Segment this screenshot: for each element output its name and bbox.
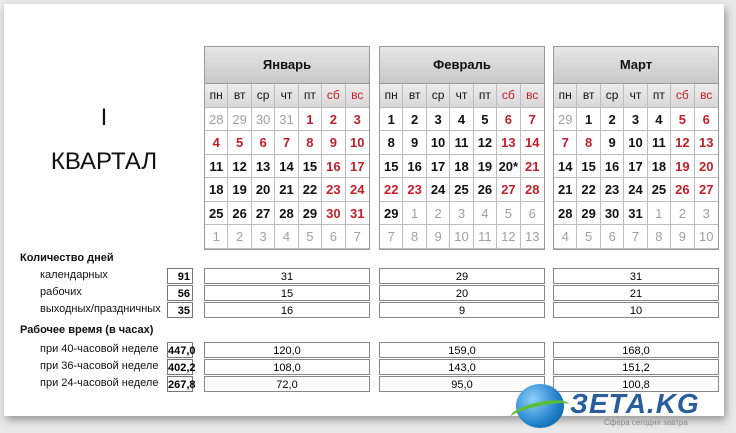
feb-off-days: 9 [379,302,545,318]
weekday-header: пн [380,84,403,108]
day-cell: 9 [601,131,624,155]
day-cell: 4 [554,225,577,249]
day-cell: 6 [601,225,624,249]
day-cell: 6 [497,108,520,132]
weekday-header: ср [252,84,275,108]
weekday-header: пн [554,84,577,108]
day-cell: 8 [648,225,671,249]
off-days-label: выходных/праздничных [40,303,161,315]
mar-off-days: 10 [553,302,719,318]
day-cell: 22 [380,178,403,202]
quarter-h40-total: 447,0 [167,342,193,358]
feb-h36: 143,0 [379,359,545,375]
day-cell: 9 [403,131,426,155]
jan-h40: 120,0 [204,342,370,358]
day-cell: 3 [427,108,450,132]
jan-off-days: 16 [204,302,370,318]
jan-h36: 108,0 [204,359,370,375]
day-cell: 24 [427,178,450,202]
feb-h24: 95,0 [379,376,545,392]
day-cell: 7 [624,225,647,249]
day-cell: 3 [252,225,275,249]
day-cell: 5 [228,131,251,155]
weekday-header: вт [228,84,251,108]
day-cell: 29 [228,108,251,132]
day-cell: 13 [695,131,718,155]
day-cell: 21 [521,155,544,179]
day-cell: 18 [450,155,473,179]
day-cell: 12 [671,131,694,155]
day-cell: 4 [474,202,497,226]
day-cell: 6 [252,131,275,155]
weekday-header: вс [346,84,369,108]
mar-calendar-days: 31 [553,268,719,284]
quarter-work-total: 56 [167,285,193,301]
day-cell: 11 [648,131,671,155]
day-cell: 3 [624,108,647,132]
day-cell: 23 [601,178,624,202]
day-cell: 17 [427,155,450,179]
work-days-label: рабочих [40,286,82,298]
month-january [204,46,370,250]
day-cell: 17 [346,155,369,179]
day-cell: 8 [577,131,600,155]
day-cell: 30 [322,202,345,226]
weekday-header: сб [671,84,694,108]
weekday-header: вс [521,84,544,108]
weekday-header: сб [322,84,345,108]
day-cell: 8 [380,131,403,155]
logo-text: ЗЕТА.KG [570,388,700,419]
weekday-header: вт [403,84,426,108]
day-cell: 2 [671,202,694,226]
quarter-h36-total: 402,2 [167,359,193,375]
day-cell: 21 [275,178,298,202]
day-cell: 7 [380,225,403,249]
weekday-header: чт [275,84,298,108]
weekday-header: вт [577,84,600,108]
hours-section-title: Рабочее время (в часах) [20,324,154,336]
day-cell: 22 [577,178,600,202]
weekday-header: ср [427,84,450,108]
day-cell: 14 [275,155,298,179]
day-cell: 20 [695,155,718,179]
day-cell: 6 [695,108,718,132]
weekday-header: вс [695,84,718,108]
quarter-off-total: 35 [167,302,193,318]
day-cell: 12 [228,155,251,179]
day-cell: 5 [497,202,520,226]
day-cell: 10 [427,131,450,155]
day-cell: 7 [275,131,298,155]
day-cell: 28 [521,178,544,202]
day-cell: 13 [521,225,544,249]
day-cell: 2 [403,108,426,132]
day-cell: 25 [205,202,228,226]
day-cell: 19 [671,155,694,179]
weekday-header: пн [205,84,228,108]
day-cell: 16 [403,155,426,179]
day-cell: 20 [252,178,275,202]
day-cell: 5 [299,225,322,249]
quarter-number: I [100,104,108,131]
day-cell: 29 [380,202,403,226]
day-cell: 31 [624,202,647,226]
weekday-header: пт [648,84,671,108]
day-cell: 9 [427,225,450,249]
quarter-title [44,96,164,184]
day-cell: 28 [554,202,577,226]
day-cell: 15 [577,155,600,179]
day-cell: 2 [322,108,345,132]
day-cell: 10 [695,225,718,249]
day-cell: 15 [380,155,403,179]
day-cell: 2 [601,108,624,132]
month-grid [205,84,369,249]
day-cell: 1 [403,202,426,226]
quarter-h24-total: 267,8 [167,376,193,392]
day-cell: 7 [521,108,544,132]
weekday-header: пт [299,84,322,108]
weekday-header: ср [601,84,624,108]
day-cell: 18 [648,155,671,179]
day-cell: 10 [346,131,369,155]
day-cell: 22 [299,178,322,202]
logo-tagline: Сфера сегодня завтра [604,418,688,427]
mar-work-days: 21 [553,285,719,301]
month-grid [380,84,544,249]
day-cell: 8 [299,131,322,155]
day-cell: 2 [228,225,251,249]
day-cell: 12 [497,225,520,249]
day-cell: 27 [497,178,520,202]
day-cell: 31 [346,202,369,226]
day-cell: 30 [601,202,624,226]
day-cell: 24 [624,178,647,202]
day-cell: 3 [346,108,369,132]
month-february [379,46,545,250]
days-section-title: Количество дней [20,252,114,264]
day-cell: 23 [403,178,426,202]
day-cell: 29 [577,202,600,226]
weekday-header: чт [624,84,647,108]
day-cell: 9 [322,131,345,155]
weekday-header: сб [497,84,520,108]
day-cell: 11 [474,225,497,249]
day-cell: 29 [299,202,322,226]
calendar-days-label: календарных [40,269,108,281]
day-cell: 7 [346,225,369,249]
day-cell: 18 [205,178,228,202]
day-cell: 6 [322,225,345,249]
weekday-header: чт [450,84,473,108]
day-cell: 1 [205,225,228,249]
day-cell: 8 [403,225,426,249]
jan-calendar-days: 31 [204,268,370,284]
mar-h24: 100,8 [553,376,719,392]
day-cell: 10 [450,225,473,249]
month-name: Март [554,47,718,84]
day-cell: 23 [322,178,345,202]
day-cell: 1 [577,108,600,132]
day-cell: 20* [497,155,520,179]
day-cell: 1 [648,202,671,226]
day-cell: 26 [228,202,251,226]
h40-label: при 40-часовой неделе [40,343,159,355]
day-cell: 13 [252,155,275,179]
day-cell: 27 [695,178,718,202]
weekday-header: пт [474,84,497,108]
calendar-sheet [4,4,724,416]
day-cell: 3 [695,202,718,226]
day-cell: 16 [601,155,624,179]
h24-label: при 24-часовой неделе [40,377,159,389]
day-cell: 5 [577,225,600,249]
day-cell: 28 [205,108,228,132]
day-cell: 27 [252,202,275,226]
feb-work-days: 20 [379,285,545,301]
day-cell: 15 [299,155,322,179]
day-cell: 24 [346,178,369,202]
mar-h36: 151,2 [553,359,719,375]
day-cell: 4 [275,225,298,249]
day-cell: 5 [474,108,497,132]
day-cell: 21 [554,178,577,202]
day-cell: 13 [497,131,520,155]
day-cell: 5 [671,108,694,132]
day-cell: 3 [450,202,473,226]
day-cell: 9 [671,225,694,249]
h36-label: при 36-часовой неделе [40,360,159,372]
day-cell: 19 [228,178,251,202]
feb-calendar-days: 29 [379,268,545,284]
day-cell: 11 [205,155,228,179]
day-cell: 25 [450,178,473,202]
month-march [553,46,719,250]
day-cell: 26 [474,178,497,202]
day-cell: 4 [205,131,228,155]
jan-work-days: 15 [204,285,370,301]
day-cell: 28 [275,202,298,226]
day-cell: 1 [380,108,403,132]
day-cell: 16 [322,155,345,179]
day-cell: 31 [275,108,298,132]
day-cell: 6 [521,202,544,226]
month-name: Январь [205,47,369,84]
feb-h40: 159,0 [379,342,545,358]
day-cell: 1 [299,108,322,132]
day-cell: 7 [554,131,577,155]
jan-h24: 72,0 [204,376,370,392]
quarter-calendar-total: 91 [167,268,193,284]
day-cell: 14 [554,155,577,179]
day-cell: 4 [648,108,671,132]
quarter-word: КВАРТАЛ [50,148,158,175]
day-cell: 26 [671,178,694,202]
mar-h40: 168,0 [553,342,719,358]
zeta-logo[interactable] [516,384,730,430]
day-cell: 11 [450,131,473,155]
day-cell: 25 [648,178,671,202]
day-cell: 2 [427,202,450,226]
day-cell: 14 [521,131,544,155]
day-cell: 4 [450,108,473,132]
day-cell: 12 [474,131,497,155]
day-cell: 17 [624,155,647,179]
day-cell: 10 [624,131,647,155]
day-cell: 19 [474,155,497,179]
day-cell: 29 [554,108,577,132]
month-name: Февраль [380,47,544,84]
day-cell: 30 [252,108,275,132]
month-grid [554,84,718,249]
